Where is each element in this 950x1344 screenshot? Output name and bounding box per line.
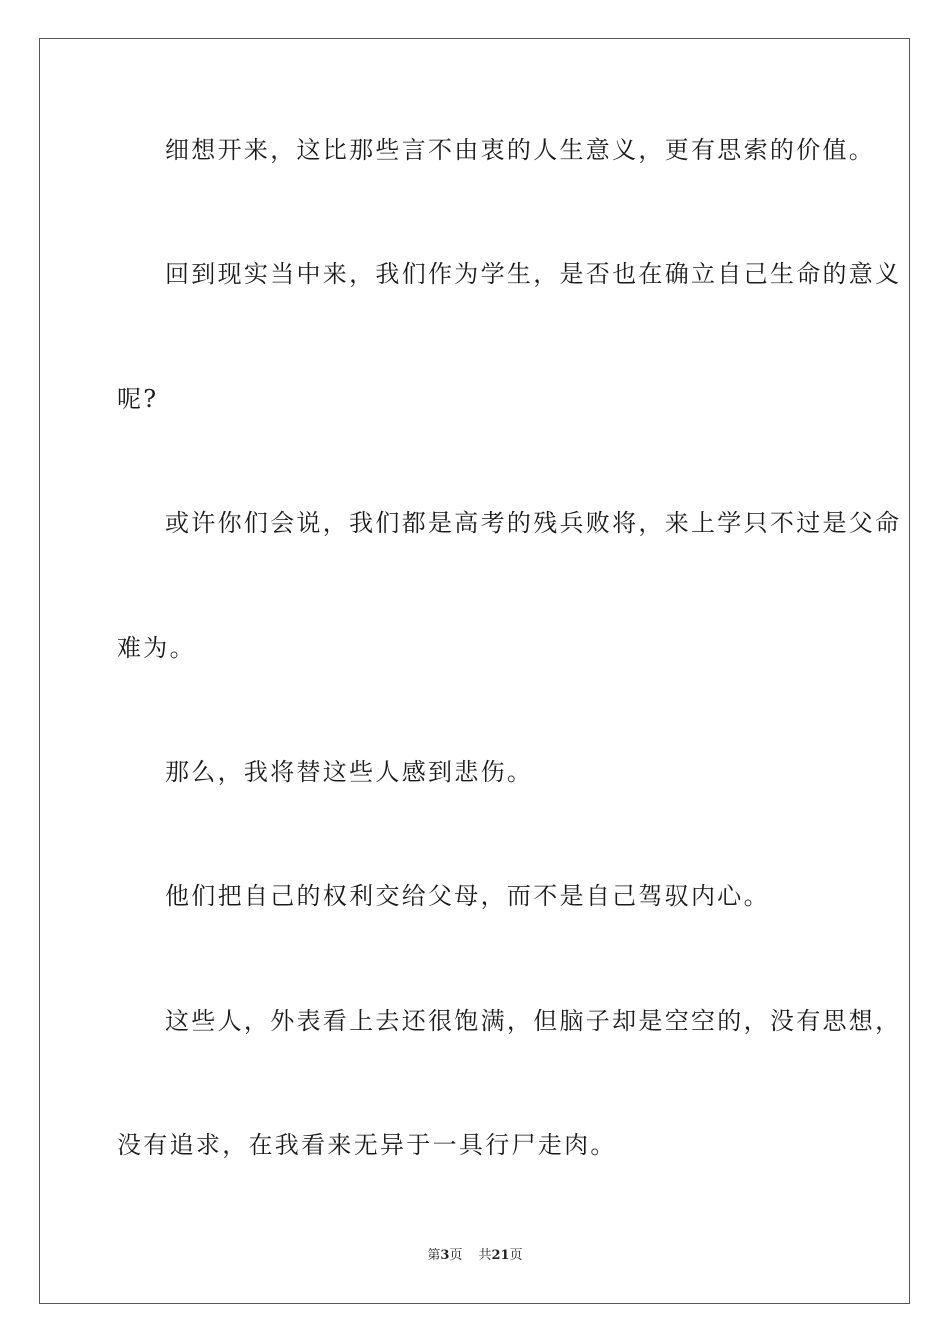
total-suffix: 页	[509, 1248, 523, 1263]
paragraph-line: 回到现实当中来，我们作为学生，是否也在确立自己生命的意义	[165, 260, 902, 288]
page-footer	[0, 1247, 950, 1265]
paragraph-line: 那么，我将替这些人感到悲伤。	[165, 758, 534, 786]
page-number: 3	[440, 1248, 450, 1263]
paragraph-line: 细想开来，这比那些言不由衷的人生意义，更有思索的价值。	[165, 136, 876, 164]
paragraph-line: 他们把自己的权利交给父母，而不是自己驾驭内心。	[165, 882, 770, 910]
paragraph-line: 难为。	[117, 634, 196, 662]
page-suffix: 页	[449, 1248, 463, 1263]
paragraph-line: 没有追求，在我看来无异于一具行尸走肉。	[117, 1131, 617, 1159]
total-pages: 21	[491, 1248, 510, 1263]
page-border	[39, 38, 910, 1304]
page-prefix: 第	[427, 1248, 441, 1263]
paragraph-line: 这些人，外表看上去还很饱满，但脑子却是空空的，没有思想，	[165, 1007, 902, 1035]
paragraph-line: 呢?	[117, 385, 159, 413]
paragraph-line: 或许你们会说，我们都是高考的残兵败将，来上学只不过是父命	[165, 509, 902, 537]
total-prefix: 共	[478, 1248, 492, 1263]
